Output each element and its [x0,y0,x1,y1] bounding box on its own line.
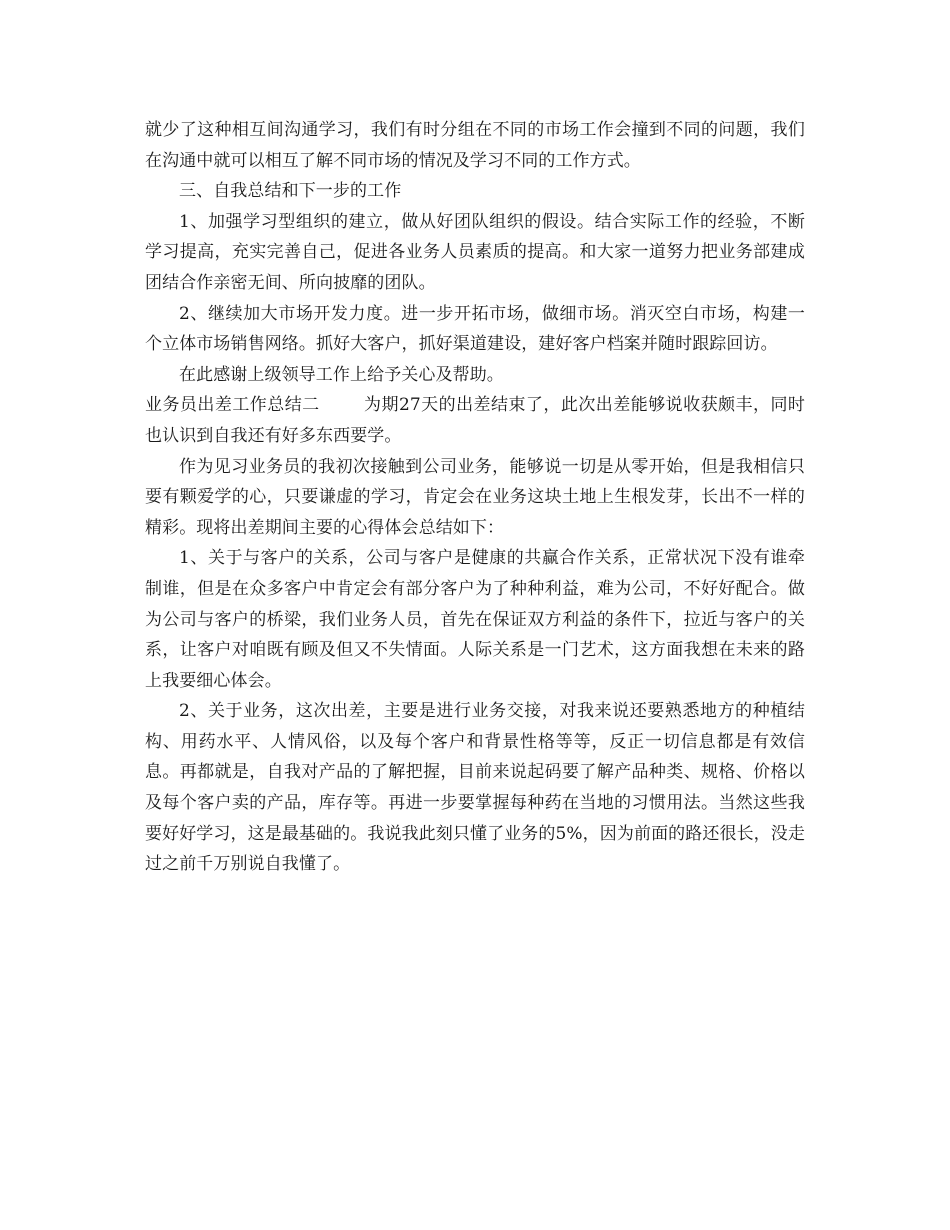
paragraph-second-item-2: 2、关于业务，这次出差，主要是进行业务交接，对我来说还要熟悉地方的种植结构、用药水平、人情风俗，以及每个客户和背景性格等等，反正一切信息都是有效信息。再都就是，自我对产品的了解把握，目前来说起码要了解产品种类、规格、价格以及每个客户卖的产品，库存等。再进一步要掌握每种药在当地的习惯用法。当然这些我要好好学习，这是最基础的。我说我此刻只懂了业务的5%，因为前面的路还很长，没走过之前千万别说自我懂了。 [145,701,805,875]
second-summary-intro: 为期27天的出差结束了，此次出差能够说收获颇丰，同时也认识到自我还有好多东西要学。 [145,395,806,446]
second-summary-block [145,390,805,451]
paragraph-second-item-1: 1、关于与客户的关系，公司与客户是健康的共赢合作关系，正常状况下没有谁牵制谁，但是在众多客户中肯定会有部分客户为了种种利益，难为公司，不好好配合。做为公司与客户的桥梁，我们业务人员，首先在保证双方利益的条件下，拉近与客户的关系，让客户对咱既有顾及但又不失情面。人际关系是一门艺术，这方面我想在未来的路上我要细心体会。 [145,548,805,691]
paragraph-continuation: 就少了这种相互间沟通学习，我们有时分组在不同的市场工作会撞到不同的问题，我们在沟通中就可以相互了解不同市场的情况及学习不同的工作方式。 [145,120,805,171]
second-summary-title: 业务员出差工作总结二 [145,395,320,416]
paragraph-item-1: 1、加强学习型组织的建立，做从好团队组织的假设。结合实际工作的经验，不断学习提高，充实完善自己，促进各业务人员素质的提高。和大家一道努力把业务部建成团结合作亲密无间、所向披靡的团队。 [145,211,805,293]
section-heading-three: 三、自我总结和下一步的工作 [179,181,402,202]
document-page [145,115,805,880]
paragraph-second-intro: 作为见习业务员的我初次接触到公司业务，能够说一切是从零开始，但是我相信只要有颗爱学的心，只要谦虚的学习，肯定会在业务这块土地上生根发芽，长出不一样的精彩。现将出差期间主要的心得体会总结如下： [145,456,805,538]
paragraph-thanks: 在此感谢上级领导工作上给予关心及帮助。 [179,364,504,385]
paragraph-item-2: 2、继续加大市场开发力度。进一步开拓市场，做细市场。消灭空白市场，构建一个立体市场销售网络。抓好大客户，抓好渠道建设，建好客户档案并随时跟踪回访。 [145,303,805,355]
